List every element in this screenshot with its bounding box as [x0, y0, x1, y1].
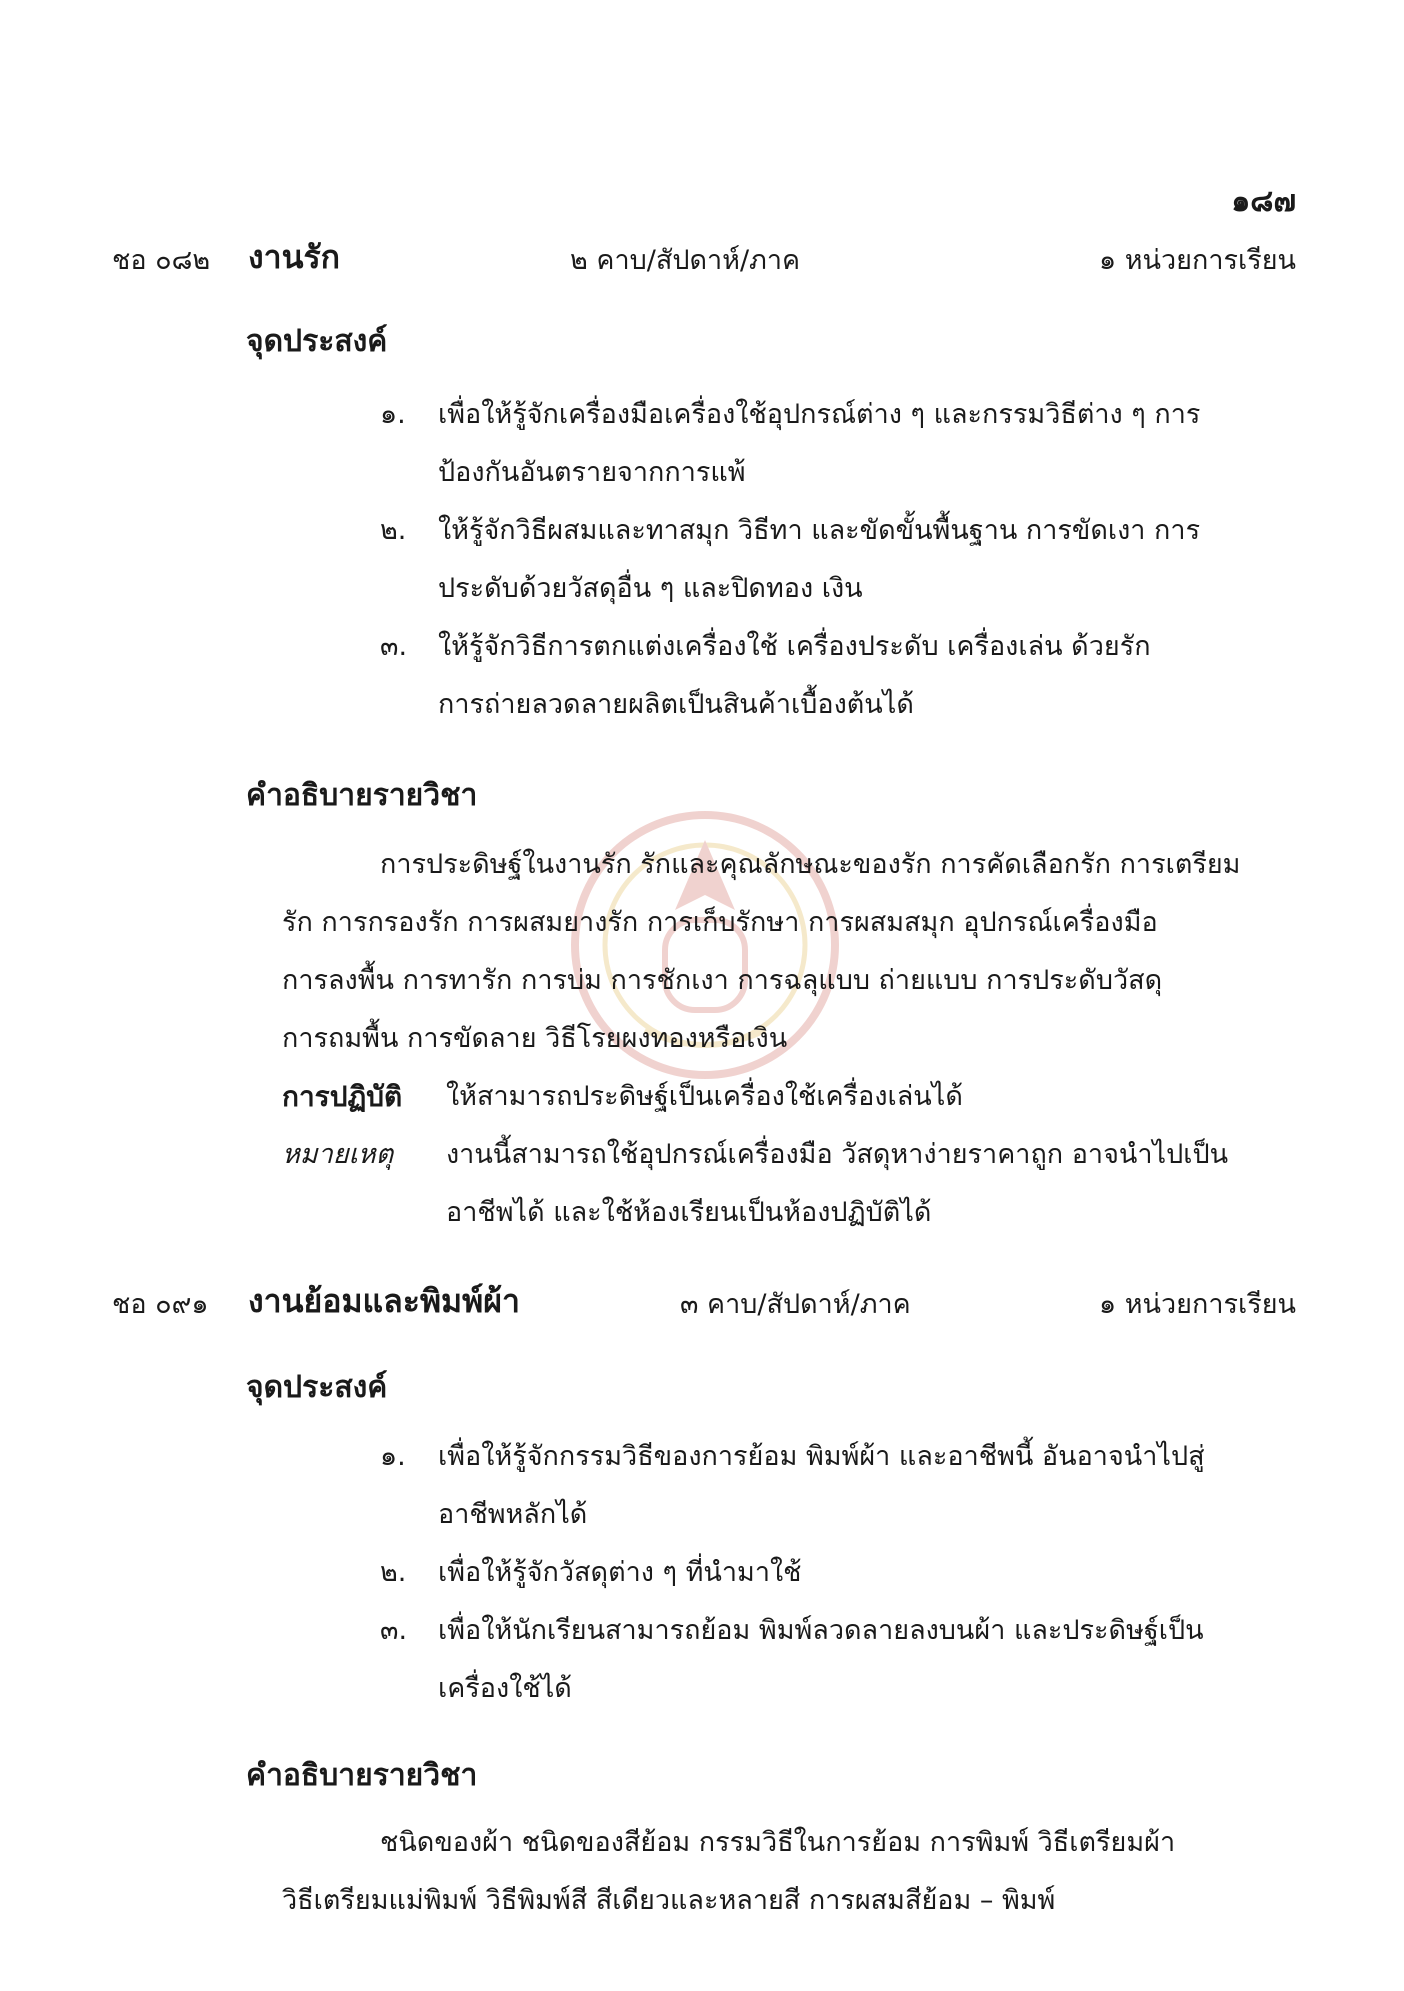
description-line: การลงพื้น การทารัก การบ่ม การชักเงา การฉลุแบบ ถ่ายแบบ การประดับวัสดุ	[282, 965, 1163, 996]
description-line: ชนิดของผ้า ชนิดของสีย้อม กรรมวิธีในการย้อม การพิมพ์ วิธีเตรียมผ้า	[380, 1827, 1176, 1858]
course-hours: ๒ คาบ/สัปดาห์/ภาค	[570, 245, 801, 276]
description-heading: คำอธิบายรายวิชา	[246, 1758, 478, 1793]
course-hours: ๓ คาบ/สัปดาห์/ภาค	[680, 1289, 911, 1320]
objective-line: เพื่อให้รู้จักวัสดุต่าง ๆ ที่นำมาใช้	[438, 1557, 802, 1588]
description-line: การประดิษฐ์ในงานรัก รักและคุณลักษณะของรัก การคัดเลือกรัก การเตรียม	[380, 849, 1241, 880]
objective-number: ๓.	[380, 1615, 408, 1646]
note-line: งานนี้สามารถใช้อุปกรณ์เครื่องมือ วัสดุหาง่ายราคาถูก อาจนำไปเป็น	[446, 1139, 1229, 1170]
objective-number: ๒.	[380, 515, 407, 546]
practice-label: การปฏิบัติ	[282, 1080, 403, 1113]
objectives-heading: จุดประสงค์	[246, 324, 388, 359]
objective-line: ให้รู้จักวิธีการตกแต่งเครื่องใช้ เครื่องประดับ เครื่องเล่น ด้วยรัก	[438, 631, 1151, 662]
note-label: หมายเหตุ	[282, 1139, 394, 1170]
objective-line: เพื่อให้รู้จักกรรมวิธีของการย้อม พิมพ์ผ้า และอาชีพนี้ อันอาจนำไปสู่	[438, 1441, 1205, 1472]
course-code: ชอ ๐๙๑	[112, 1289, 209, 1320]
description-line: วิธีเตรียมแม่พิมพ์ วิธีพิมพ์สี สีเดียวและหลายสี การผสมสีย้อม – พิมพ์	[282, 1885, 1056, 1916]
objectives-heading: จุดประสงค์	[246, 1370, 388, 1405]
course-credits: ๑ หน่วยการเรียน	[1099, 1289, 1296, 1320]
practice-text: ให้สามารถประดิษฐ์เป็นเครื่องใช้เครื่องเล่นได้	[446, 1081, 963, 1112]
description-heading: คำอธิบายรายวิชา	[246, 778, 478, 813]
objective-line: ประดับด้วยวัสดุอื่น ๆ และปิดทอง เงิน	[438, 573, 863, 604]
objective-line: เพื่อให้นักเรียนสามารถย้อม พิมพ์ลวดลายลงบนผ้า และประดิษฐ์เป็น	[438, 1615, 1204, 1646]
objective-line: เครื่องใช้ได้	[438, 1673, 572, 1704]
objective-line: อาชีพหลักได้	[438, 1499, 588, 1530]
objective-line: เพื่อให้รู้จักเครื่องมือเครื่องใช้อุปกรณ์ต่าง ๆ และกรรมวิธีต่าง ๆ การ	[438, 399, 1201, 430]
objective-number: ๑.	[380, 399, 406, 430]
objective-number: ๒.	[380, 1557, 407, 1588]
note-line: อาชีพได้ และใช้ห้องเรียนเป็นห้องปฏิบัติได้	[446, 1197, 932, 1228]
objective-number: ๓.	[380, 631, 408, 662]
description-line: การถมพื้น การขัดลาย วิธีโรยผงทองหรือเงิน	[282, 1023, 788, 1054]
objective-line: ป้องกันอันตรายจากการแพ้	[438, 457, 746, 488]
objective-line: ให้รู้จักวิธีผสมและทาสมุก วิธีทา และขัดขั้นพื้นฐาน การขัดเงา การ	[438, 515, 1201, 546]
description-line: รัก การกรองรัก การผสมยางรัก การเก็บรักษา การผสมสมุก อุปกรณ์เครื่องมือ	[282, 907, 1158, 938]
objective-number: ๑.	[380, 1441, 406, 1472]
course-title: งานรัก	[248, 238, 341, 276]
page-number: ๑๘๗	[1231, 184, 1296, 219]
course-credits: ๑ หน่วยการเรียน	[1099, 245, 1296, 276]
objective-line: การถ่ายลวดลายผลิตเป็นสินค้าเบื้องต้นได้	[438, 689, 914, 720]
course-title: งานย้อมและพิมพ์ผ้า	[248, 1282, 520, 1320]
course-code: ชอ ๐๘๒	[112, 245, 211, 276]
